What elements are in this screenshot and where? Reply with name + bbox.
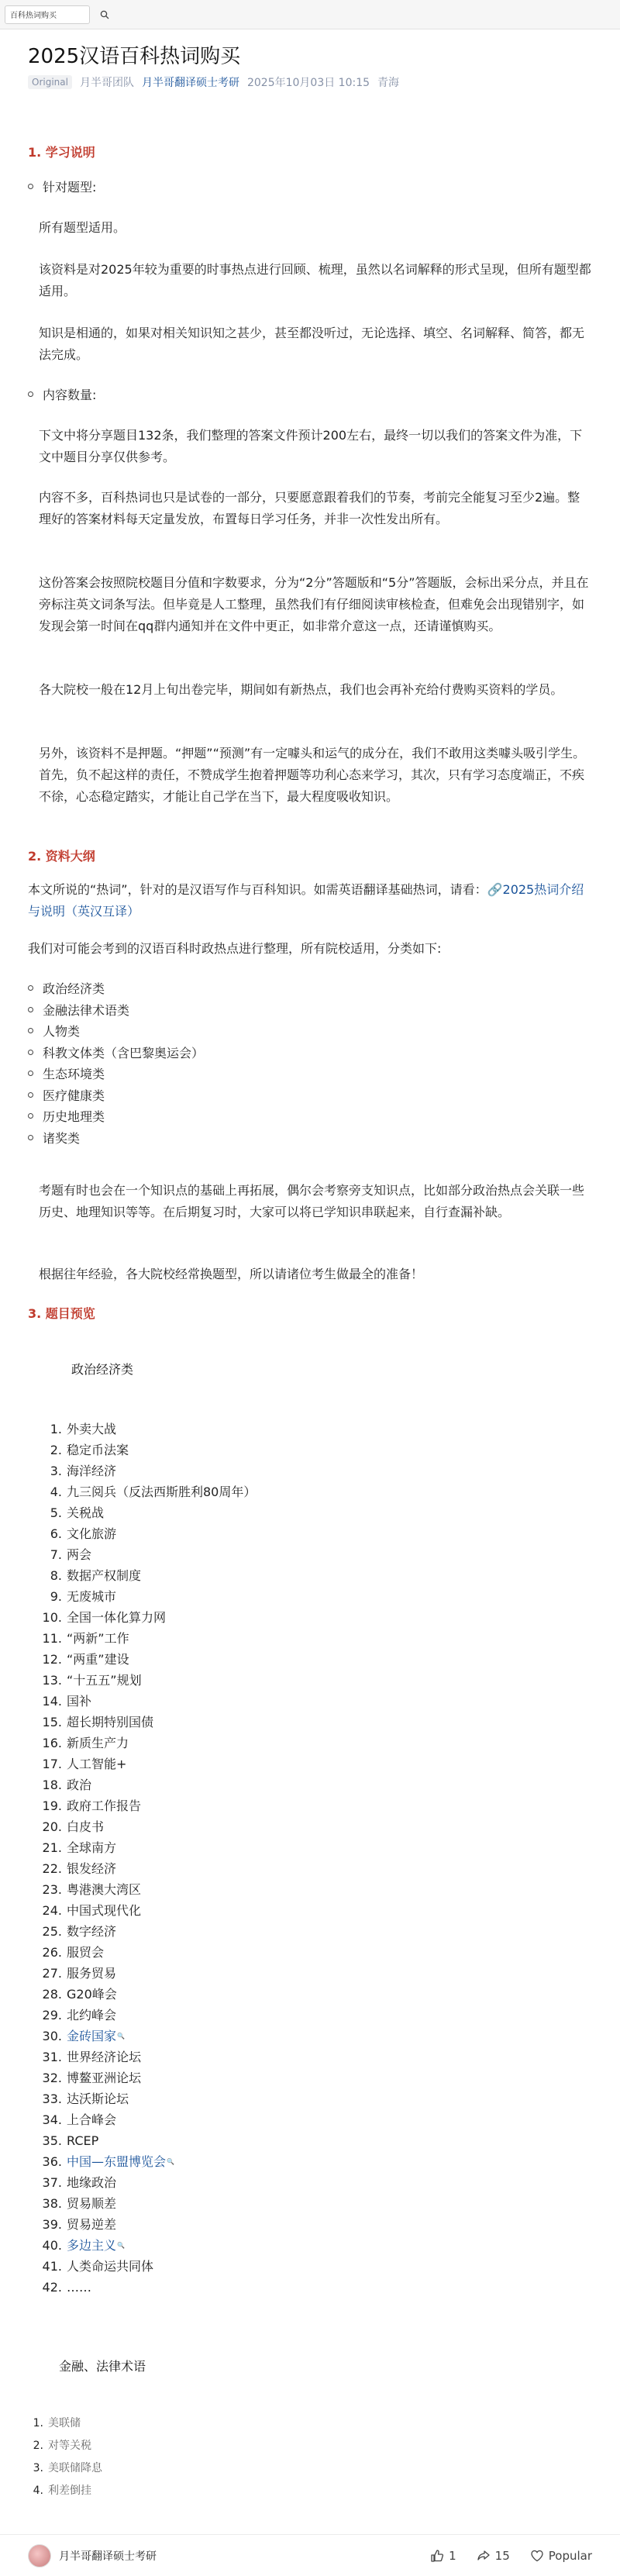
list-item-number: 10. xyxy=(42,1610,62,1625)
list-item-number: 1. xyxy=(50,1422,62,1436)
paragraph: 各大院校一般在12月上旬出卷完毕，期间如有新热点，我们也会再补充给付费购买资料的学员。 xyxy=(39,682,563,697)
list-item-number: 33. xyxy=(42,2091,62,2106)
list-item: 诸奖类 xyxy=(28,1128,204,1150)
list-item-number: 4. xyxy=(50,1485,62,1499)
avatar[interactable] xyxy=(28,2544,51,2567)
list-item xyxy=(28,2256,256,2277)
article-meta xyxy=(28,74,399,90)
list-item: 人物类 xyxy=(28,1021,204,1043)
list-item-text: …… xyxy=(67,2280,91,2295)
bullet-circle-icon xyxy=(28,1135,33,1140)
english-hotwords-link[interactable]: 2025热词介绍与说明（英汉互译） xyxy=(28,882,584,919)
list-item-number: 39. xyxy=(42,2217,62,2232)
list-item-text: 服务贸易 xyxy=(67,1966,117,1981)
list-item xyxy=(28,1984,256,2005)
paragraph: 下文中将分享题目132条，我们整理的答案文件预计200左右，最终一切以我们的答案文件为准，下文中题目分享仅供参考。 xyxy=(39,428,583,464)
list-item-text: 人类命运共同体 xyxy=(67,2259,154,2274)
list-item-number: 28. xyxy=(42,1987,62,2002)
list-item-link[interactable]: 金砖国家 xyxy=(67,2029,117,2043)
list-item: 生态环境类 xyxy=(28,1064,204,1085)
list-item-number: 27. xyxy=(42,1966,62,1981)
list-item-text: 人工智能+ xyxy=(67,1757,127,1771)
list-item-number: 18. xyxy=(42,1778,62,1792)
list-item-number: 24. xyxy=(42,1903,62,1918)
list-item-text: 新质生产力 xyxy=(67,1736,129,1750)
bullet-content-amount: 内容数量: xyxy=(28,385,592,406)
list-item xyxy=(28,2088,256,2109)
page-title: 2025汉语百科热词购买 xyxy=(28,45,241,68)
list-item-number: 15. xyxy=(42,1715,62,1729)
list-item-number: 8. xyxy=(50,1568,62,1583)
search-link-icon[interactable]: 🔍 xyxy=(117,2033,125,2040)
list-item-text: 北约峰会 xyxy=(67,2008,117,2023)
list-item-text: “两重”建设 xyxy=(67,1652,129,1667)
bottom-action-bar xyxy=(0,2534,620,2576)
list-item xyxy=(28,1691,256,1712)
list-item xyxy=(28,2172,256,2193)
list-item xyxy=(28,2435,102,2457)
list-item xyxy=(28,2047,256,2067)
list-item xyxy=(28,2130,256,2151)
list-item xyxy=(28,1754,256,1774)
list-item xyxy=(28,1733,256,1754)
list-item[interactable] xyxy=(28,2026,256,2047)
list-item-number: 30. xyxy=(42,2029,62,2043)
list-item-number: 11. xyxy=(42,1631,62,1646)
list-item-number: 4. xyxy=(33,2485,43,2497)
list-item-link[interactable]: 多边主义 xyxy=(67,2238,117,2253)
list-item-text: 服贸会 xyxy=(67,1945,105,1960)
list-item xyxy=(28,1607,256,1628)
list-item xyxy=(28,1460,256,1481)
list-item-text: 上合峰会 xyxy=(67,2112,117,2127)
list-item xyxy=(28,2412,102,2435)
group-title-finance-law: 金融、法律术语 xyxy=(59,2359,146,2374)
list-item xyxy=(28,1921,256,1942)
paragraph: 这份答案会按照院校题目分值和字数要求，分为“2分”答题版和“5分”答题版，会标出采分点，并且在旁标注英文词条写法。但毕竟是人工整理，虽然我们有仔细阅读审核检查，但难免会出现错别字，如发现会第一时间在qq群内通知并在文件中更正，如非常介意这一点，还请谨慎购买。 xyxy=(39,575,589,633)
list-item xyxy=(28,1963,256,1984)
link-icon[interactable]: 🔗 xyxy=(487,882,503,897)
list-item-text: 全球南方 xyxy=(67,1840,117,1855)
list-item-text: 国补 xyxy=(67,1694,92,1709)
list-item-number: 25. xyxy=(42,1924,62,1939)
paragraph: 该资料是对2025年较为重要的时事热点进行回顾、梳理，虽然以名词解释的形式呈现，但所有题型都适用。 xyxy=(39,262,591,298)
list-item xyxy=(28,1816,256,1837)
original-badge: Original xyxy=(28,75,72,89)
list-item-text: 政府工作报告 xyxy=(67,1798,142,1813)
list-item xyxy=(28,1900,256,1921)
team-name[interactable]: 月半哥团队 xyxy=(79,77,134,89)
list-item-number: 21. xyxy=(42,1840,62,1855)
search-link-icon[interactable]: 🔍 xyxy=(167,2158,174,2165)
list-item xyxy=(28,1942,256,1963)
list-item-text: 对等关税 xyxy=(48,2440,91,2452)
list-item xyxy=(28,1481,256,1502)
list-item-number: 23. xyxy=(42,1882,62,1897)
list-item: 政治经济类 xyxy=(28,978,204,1000)
list-item-text: G20峰会 xyxy=(67,1987,117,2002)
list-item-number: 42. xyxy=(42,2280,62,2295)
list-item-text: 美联储降息 xyxy=(48,2462,102,2474)
bullet-circle-icon xyxy=(28,1113,33,1119)
list-item-number: 5. xyxy=(50,1505,62,1520)
list-item-number: 37. xyxy=(42,2175,62,2190)
list-item-number: 19. xyxy=(42,1798,62,1813)
list-item-text: 外卖大战 xyxy=(67,1422,117,1436)
list-item-text: 银发经济 xyxy=(67,1861,117,1876)
list-item xyxy=(28,2457,102,2480)
browser-tab[interactable] xyxy=(5,5,90,24)
section-heading-study-notes: 1. 学习说明 xyxy=(28,145,95,160)
list-item-number: 29. xyxy=(42,2008,62,2023)
list-item xyxy=(28,2109,256,2130)
list-item: 历史地理类 xyxy=(28,1106,204,1128)
list-item-number: 31. xyxy=(42,2050,62,2064)
list-item[interactable] xyxy=(28,2235,256,2256)
list-item-text: RCEP xyxy=(67,2133,99,2148)
list-item-number: 38. xyxy=(42,2196,62,2211)
list-item-text: 中国式现代化 xyxy=(67,1903,142,1918)
list-item-number: 1. xyxy=(33,2417,43,2429)
list-item-number: 13. xyxy=(42,1673,62,1688)
group-title-politics-economy: 政治经济类 xyxy=(71,1362,134,1377)
list-item-number: 32. xyxy=(42,2071,62,2085)
list-item xyxy=(28,1628,256,1649)
bullet-circle-icon xyxy=(28,1092,33,1098)
browser-tab-bar xyxy=(0,0,620,29)
share-count: 15 xyxy=(494,2548,510,2563)
list-item xyxy=(28,2005,256,2026)
publish-date: 2025年10月03日 10:15 xyxy=(246,77,370,89)
list-item: 科教文体类（含巴黎奥运会） xyxy=(28,1043,204,1064)
list-item xyxy=(28,1419,256,1440)
list-item-number: 26. xyxy=(42,1945,62,1960)
section-heading-outline: 2. 资料大纲 xyxy=(28,849,95,864)
list-item xyxy=(28,1774,256,1795)
bullet-circle-icon xyxy=(28,1071,33,1076)
topic-list-finance-law xyxy=(28,2412,102,2502)
list-item-text: 全国一体化算力网 xyxy=(67,1610,167,1625)
list-item-text: 贸易逆差 xyxy=(67,2217,117,2232)
list-item-number: 12. xyxy=(42,1652,62,1667)
list-item-text: 无废城市 xyxy=(67,1589,117,1604)
list-item-text: 数字经济 xyxy=(67,1924,117,1939)
category-list xyxy=(28,978,204,1149)
list-item-number: 9. xyxy=(50,1589,62,1604)
footer-author-name[interactable]: 月半哥翻译硕士考研 xyxy=(59,2550,157,2563)
like-button[interactable] xyxy=(430,2549,456,2563)
share-icon xyxy=(477,2549,491,2563)
list-item-text: 海洋经济 xyxy=(67,1464,117,1478)
list-item-text: 达沃斯论坛 xyxy=(67,2091,129,2106)
paragraph: 内容不多，百科热词也只是试卷的一部分，只要愿意跟着我们的节奏，考前完全能复习至少2遍。整理好的答案材料每天定量发放，布置每日学习任务，并非一次性发出所有。 xyxy=(39,490,580,526)
list-item-text: 关税战 xyxy=(67,1505,105,1520)
browser-tab-title: 百科热词购买 xyxy=(10,12,57,20)
list-item-text: 政治 xyxy=(67,1778,92,1792)
search-icon[interactable] xyxy=(96,6,113,23)
list-item-number: 6. xyxy=(50,1526,62,1541)
list-item-link[interactable]: 中国—东盟博览会 xyxy=(67,2154,167,2169)
paragraph: 本文所说的“热词”，针对的是汉语写作与百科知识。如需英语翻译基础热词，请看：🔗2025热词介绍与说明（英汉互译） xyxy=(28,882,584,919)
list-item-number: 40. xyxy=(42,2238,62,2253)
publish-location: 青海 xyxy=(377,77,400,89)
list-item-number: 14. xyxy=(42,1694,62,1709)
bullet-circle-icon xyxy=(28,1028,33,1033)
thumbs-up-icon xyxy=(430,2549,444,2563)
list-item-number: 36. xyxy=(42,2154,62,2169)
paragraph: 所有题型适用。 xyxy=(39,220,126,235)
list-item-number: 7. xyxy=(50,1547,62,1562)
list-item-number: 17. xyxy=(42,1757,62,1771)
list-item xyxy=(28,1879,256,1900)
share-button[interactable] xyxy=(477,2549,510,2563)
list-item-number: 22. xyxy=(42,1861,62,1876)
list-item-text: 文化旅游 xyxy=(67,1526,117,1541)
action-group xyxy=(430,2549,592,2563)
paragraph: 考题有时也会在一个知识点的基础上再拓展，偶尔会考察旁支知识点，比如部分政治热点会关联一些历史、地理知识等等。在后期复习时，大家可以将已学知识串联起来，自行查漏补缺。 xyxy=(39,1183,585,1219)
list-item-text: 地缘政治 xyxy=(67,2175,117,2190)
list-item-text: “两新”工作 xyxy=(67,1631,129,1646)
list-item xyxy=(28,1544,256,1565)
list-item-text: 超长期特别国债 xyxy=(67,1715,154,1729)
heart-icon xyxy=(530,2549,544,2563)
list-item xyxy=(28,1795,256,1816)
like-count: 1 xyxy=(449,2548,456,2563)
list-item-number: 2. xyxy=(50,1443,62,1457)
list-item xyxy=(28,2277,256,2298)
list-item xyxy=(28,1440,256,1460)
paragraph: 我们对可能会考到的汉语百科时政热点进行整理，所有院校适用，分类如下: xyxy=(28,941,442,956)
list-item-number: 20. xyxy=(42,1819,62,1834)
list-item xyxy=(28,1502,256,1523)
search-link-icon[interactable]: 🔍 xyxy=(117,2242,125,2249)
list-item-number: 34. xyxy=(42,2112,62,2127)
paragraph: 根据往年经验，各大院校经常换题型，所以请诸位考生做最全的准备！ xyxy=(39,1267,424,1281)
list-item-text: 美联储 xyxy=(48,2417,81,2429)
list-item-number: 35. xyxy=(42,2133,62,2148)
list-item-text: 博鳌亚洲论坛 xyxy=(67,2071,142,2085)
list-item-text: 九三阅兵（反法西斯胜利80周年） xyxy=(67,1485,257,1499)
bullet-circle-icon xyxy=(28,1050,33,1055)
list-item-text: 粤港澳大湾区 xyxy=(67,1882,142,1897)
list-item-text: 贸易顺差 xyxy=(67,2196,117,2211)
bullet-circle-icon xyxy=(28,184,33,189)
list-item xyxy=(28,1565,256,1586)
list-item xyxy=(28,2214,256,2235)
bullet-circle-icon xyxy=(28,985,33,991)
list-item: 医疗健康类 xyxy=(28,1085,204,1107)
list-item-number: 3. xyxy=(50,1464,62,1478)
list-item-text: 白皮书 xyxy=(67,1819,105,1834)
list-item-number: 16. xyxy=(42,1736,62,1750)
section-heading-preview: 3. 题目预览 xyxy=(28,1306,95,1321)
list-item-text: “十五五”规划 xyxy=(67,1673,142,1688)
list-item xyxy=(28,2067,256,2088)
list-item-number: 3. xyxy=(33,2462,43,2474)
topic-list-politics-economy xyxy=(28,1419,256,2298)
list-item xyxy=(28,1712,256,1733)
list-item-text: 稳定币法案 xyxy=(67,1443,129,1457)
list-item-text: 世界经济论坛 xyxy=(67,2050,142,2064)
list-item xyxy=(28,1523,256,1544)
list-item xyxy=(28,1670,256,1691)
list-item: 金融法律术语类 xyxy=(28,1000,204,1022)
list-item-number: 2. xyxy=(33,2440,43,2452)
popular-label: Popular xyxy=(548,2548,592,2563)
bullet-circle-icon xyxy=(28,391,33,397)
paragraph: 另外，该资料不是押题。“押题”“预测”有一定噱头和运气的成分在，我们不敢用这类噱头吸引学生。首先，负不起这样的责任，不赞成学生抱着押题等功利心态来学习，其次，只有学习态度端正，不疾不徐，心态稳定踏实，才能让自己学在当下，最大程度吸收知识。 xyxy=(39,746,586,804)
bullet-question-types: 针对题型: xyxy=(28,177,592,198)
list-item-text: 两会 xyxy=(67,1547,92,1562)
bullet-circle-icon xyxy=(28,1007,33,1012)
list-item-number: 41. xyxy=(42,2259,62,2274)
popular-button[interactable] xyxy=(530,2549,592,2563)
paragraph: 知识是相通的，如果对相关知识知之甚少，甚至都没听过，无论选择、填空、名词解释、简答，都无法完成。 xyxy=(39,326,585,362)
list-item[interactable] xyxy=(28,2151,256,2172)
list-item-text: 利差倒挂 xyxy=(48,2485,91,2497)
list-item-text: 数据产权制度 xyxy=(67,1568,142,1583)
list-item xyxy=(28,2193,256,2214)
list-item xyxy=(28,2480,102,2502)
list-item xyxy=(28,1649,256,1670)
list-item xyxy=(28,1586,256,1607)
author-link[interactable]: 月半哥翻译硕士考研 xyxy=(141,77,239,89)
list-item xyxy=(28,1858,256,1879)
list-item xyxy=(28,1837,256,1858)
